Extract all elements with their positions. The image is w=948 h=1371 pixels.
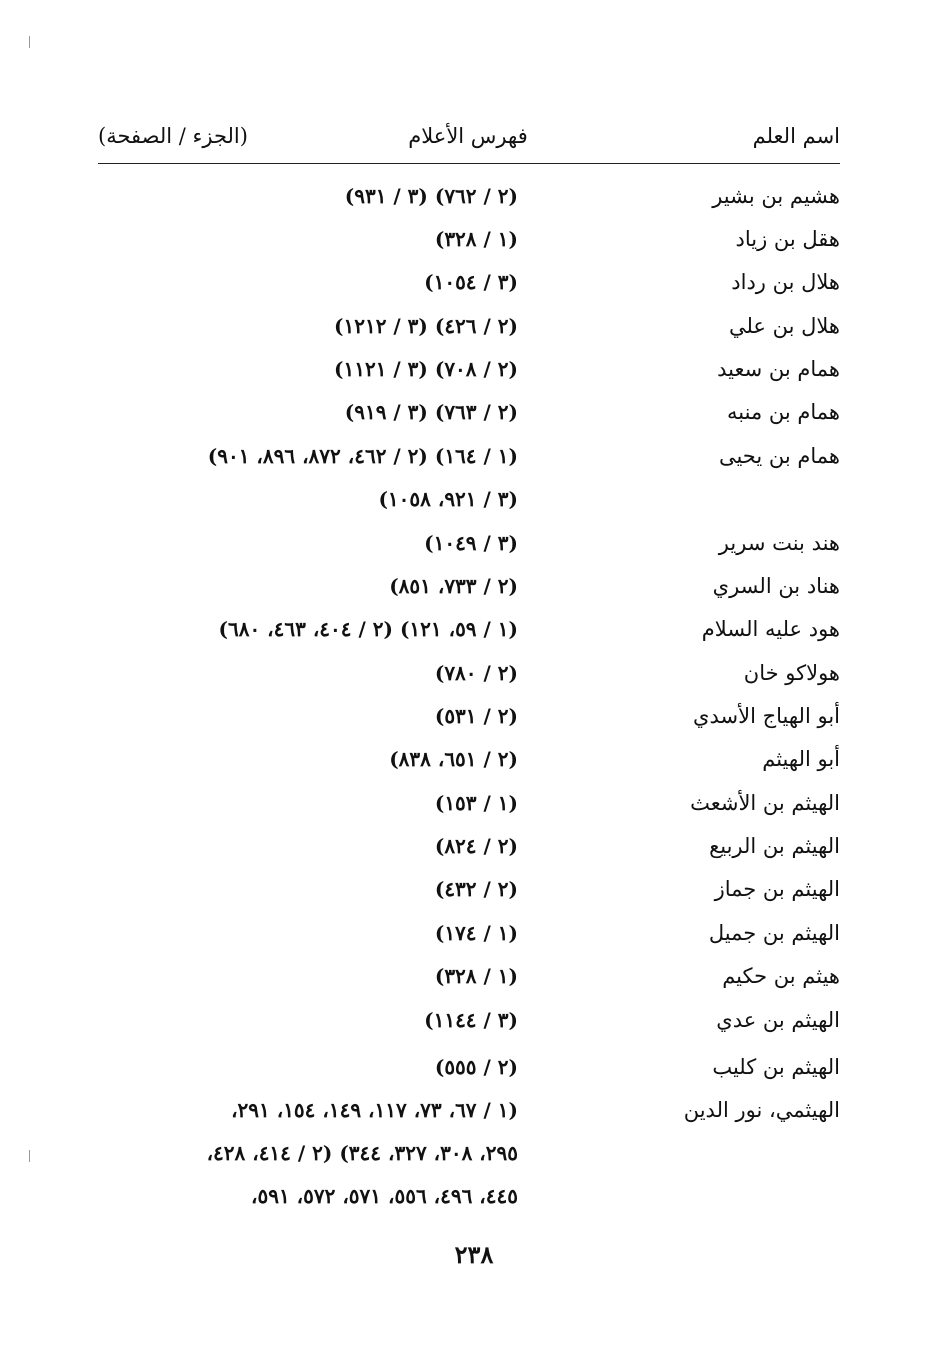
entry-refs: ٤٤٥، ٤٩٦، ٥٥٦، ٥٧١، ٥٧٢، ٥٩١، — [251, 1184, 518, 1208]
index-entry — [98, 653, 840, 693]
column-header-refs: (الجزء / الصفحة) — [98, 124, 248, 148]
index-entry-continuation — [98, 1133, 840, 1173]
entry-name: همام بن سعيد — [717, 357, 840, 381]
entry-refs: (٢ / ٨٢٤) — [434, 834, 518, 858]
entry-refs: (١ / ٣٢٨) — [434, 227, 518, 251]
entry-refs: (٢ / ٧٣٣، ٨٥١) — [389, 574, 518, 598]
entry-name: الهيثمي، نور الدين — [683, 1098, 840, 1122]
page-title: فهرس الأعلام — [408, 124, 528, 148]
entry-refs: (٢ / ٧٦٢) (٣ / ٩٣١) — [344, 184, 518, 208]
entry-refs: ٢٩٥، ٣٠٨، ٣٢٧، ٣٤٤) (٢ / ٤١٤، ٤٢٨، — [206, 1141, 518, 1165]
index-entry — [98, 262, 840, 302]
index-entry — [98, 306, 840, 346]
index-entry — [98, 696, 840, 736]
entry-refs: (١ / ١٧٤) — [434, 921, 518, 945]
entry-name: هود عليه السلام — [701, 617, 840, 641]
entry-name: الهيثم بن عدي — [716, 1008, 840, 1032]
entry-name: هيثم بن حكيم — [722, 964, 840, 988]
entry-name: الهيثم بن كليب — [712, 1055, 840, 1079]
index-entry — [98, 349, 840, 389]
page-number: ٢٣٨ — [454, 1240, 494, 1269]
index-entry — [98, 219, 840, 259]
entry-name: هشيم بن بشير — [712, 184, 840, 208]
entry-refs: (٣ / ١٠٥٤) — [424, 270, 518, 294]
scan-mark — [29, 36, 30, 48]
entry-refs: (١ / ١٦٤) (٢ / ٤٦٢، ٨٧٢، ٨٩٦، ٩٠١) — [207, 444, 518, 468]
index-entry-continuation — [98, 479, 840, 519]
entry-name: همام بن منبه — [727, 400, 840, 424]
entry-refs: (٢ / ٥٥٥) — [434, 1055, 518, 1079]
index-entry — [98, 1000, 840, 1040]
index-entry — [98, 739, 840, 779]
entry-refs: (١ / ٣٢٨) — [434, 964, 518, 988]
header-rule — [98, 163, 840, 164]
entry-refs: (١ / ٦٧، ٧٣، ١١٧، ١٤٩، ١٥٤، ٢٩١، — [231, 1098, 518, 1122]
entry-name: أبو الهياج الأسدي — [693, 704, 840, 728]
index-entry — [98, 826, 840, 866]
entry-name: هلال بن علي — [728, 314, 840, 338]
entry-refs: (٢ / ٧٨٠) — [434, 661, 518, 685]
scan-mark — [29, 1150, 30, 1162]
entry-name: هولاكو خان — [743, 661, 840, 685]
index-entry — [98, 523, 840, 563]
entry-refs: (١ / ١٥٣) — [434, 791, 518, 815]
entry-refs: (٢ / ٥٣١) — [434, 704, 518, 728]
entry-name: هناد بن السري — [712, 574, 840, 598]
entry-refs: (١ / ٥٩، ١٢١) (٢ / ٤٠٤، ٤٦٣، ٦٨٠) — [218, 617, 518, 641]
entry-refs: (٣ / ١٠٤٩) — [424, 531, 518, 555]
entry-refs: (٢ / ٤٣٢) — [434, 877, 518, 901]
index-entry — [98, 783, 840, 823]
entry-name: الهيثم بن الربيع — [709, 834, 840, 858]
index-entry — [98, 436, 840, 476]
index-entry — [98, 392, 840, 432]
index-entry — [98, 1090, 840, 1130]
index-entry — [98, 1047, 840, 1087]
index-entry — [98, 176, 840, 216]
entry-name: الهيثم بن جميل — [708, 921, 840, 945]
index-entry — [98, 566, 840, 606]
entry-name: الهيثم بن جماز — [714, 877, 840, 901]
entry-name: هقل بن زياد — [735, 227, 840, 251]
entry-refs: (٢ / ٤٢٦) (٣ / ١٢١٢) — [334, 314, 518, 338]
entry-refs: (٢ / ٧٦٣) (٣ / ٩١٩) — [344, 400, 518, 424]
index-entry — [98, 609, 840, 649]
index-entry-continuation — [98, 1176, 840, 1216]
entry-refs: (٢ / ٦٥١، ٨٣٨) — [389, 747, 518, 771]
entry-name: هلال بن رداد — [731, 270, 840, 294]
entry-refs: (٣ / ١١٤٤) — [424, 1008, 518, 1032]
entry-refs: (٢ / ٧٠٨) (٣ / ١١٢١) — [334, 357, 518, 381]
entry-refs: (٣ / ٩٢١، ١٠٥٨) — [378, 487, 518, 511]
entry-name: همام بن يحيى — [718, 444, 840, 468]
column-header-name: اسم العلم — [752, 124, 840, 148]
entry-name: هند بنت سرير — [718, 531, 840, 555]
index-entry — [98, 869, 840, 909]
index-entry — [98, 913, 840, 953]
entry-name: أبو الهيثم — [762, 747, 840, 771]
entry-name: الهيثم بن الأشعث — [690, 791, 840, 815]
index-entry — [98, 956, 840, 996]
